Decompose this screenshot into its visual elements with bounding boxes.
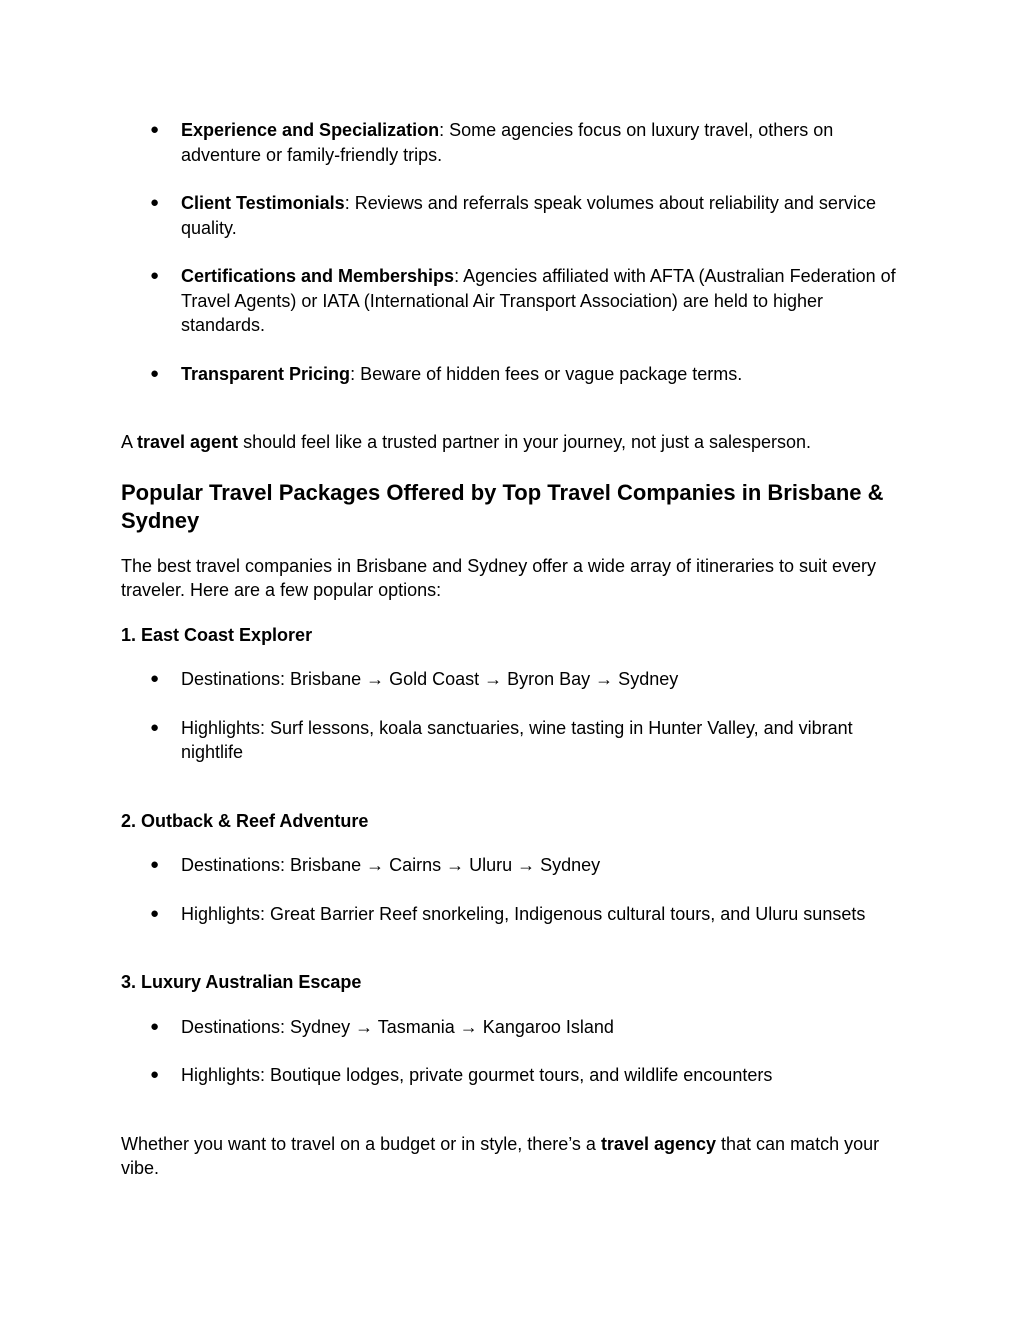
bullet-icon: ● (150, 904, 160, 922)
list-item (121, 362, 911, 387)
package-highlights: Highlights: Boutique lodges, private gourmet tours, and wildlife encounters (181, 1065, 773, 1085)
criterion-text: : Reviews and referrals speak volumes about reliability and service quality. (181, 193, 876, 238)
package-details (121, 1015, 911, 1088)
bullet-icon: ● (150, 194, 160, 211)
list-item (121, 118, 911, 167)
bullet-icon: ● (150, 364, 160, 382)
document-page (121, 118, 911, 1181)
agent-note-suffix: should feel like a trusted partner in your journey, not just a salesperson. (238, 432, 812, 452)
section-heading: Popular Travel Packages Offered by Top Travel Companies in Brisbane & Sydney (121, 479, 884, 533)
package-details (121, 853, 911, 926)
package-title: 3. Luxury Australian Escape (121, 972, 362, 992)
package-title: 2. Outback & Reef Adventure (121, 810, 369, 831)
criteria-list (121, 118, 911, 386)
package-destinations: Destinations: Brisbane → Cairns → Uluru → Sydney (181, 855, 601, 875)
list-item (121, 1015, 911, 1040)
bullet-icon: ● (150, 267, 160, 284)
list-item (121, 716, 911, 765)
package-details (121, 667, 911, 765)
package-highlights: Highlights: Surf lessons, koala sanctuaries, wine tasting in Hunter Valley, and vibrant nightlife (181, 717, 853, 762)
criterion-label: Experience and Specialization (181, 120, 440, 140)
bullet-icon: ● (150, 121, 160, 138)
criterion-text: : Beware of hidden fees or vague package terms. (350, 363, 743, 384)
list-item (121, 264, 911, 338)
closing-bold: travel agency (600, 1133, 717, 1154)
package-destinations: Destinations: Brisbane → Gold Coast → Byron Bay → Sydney (181, 669, 679, 689)
package-destinations: Destinations: Sydney → Tasmania → Kangaroo Island (181, 1016, 614, 1037)
agent-note-prefix: A (121, 432, 138, 452)
bullet-icon: ● (150, 1017, 160, 1035)
criterion-text: : Agencies affiliated with AFTA (Australian Federation of Travel Agents) or IATA (International Air Transport Association) are held to higher standards. (181, 266, 896, 335)
package-highlights: Highlights: Great Barrier Reef snorkeling, Indigenous cultural tours, and Uluru sunsets (181, 903, 866, 924)
criterion-text: : Some agencies focus on luxury travel, others on adventure or family-friendly trips. (181, 120, 834, 165)
agent-note-bold: travel agent (137, 432, 239, 452)
criterion-label: Client Testimonials (181, 193, 345, 213)
section-intro: The best travel companies in Brisbane and Sydney offer a wide array of itineraries to suit every traveler. Here are a few popular options: (121, 555, 877, 600)
closing-prefix: Whether you want to travel on a budget or in style, there’s a (121, 1133, 601, 1154)
criterion-label: Transparent Pricing (181, 363, 351, 384)
closing-suffix: that can match your vibe. (121, 1133, 880, 1178)
list-item (121, 853, 911, 878)
bullet-icon: ● (150, 670, 160, 687)
bullet-icon: ● (150, 1066, 160, 1083)
list-item (121, 667, 911, 692)
list-item (121, 191, 911, 240)
list-item (121, 1063, 911, 1088)
package-title: 1. East Coast Explorer (121, 624, 313, 645)
bullet-icon: ● (150, 718, 160, 736)
closing-paragraph (121, 1132, 911, 1181)
agent-note (121, 430, 911, 455)
bullet-icon: ● (150, 856, 160, 873)
criterion-label: Certifications and Memberships (181, 266, 455, 286)
list-item (121, 902, 911, 927)
